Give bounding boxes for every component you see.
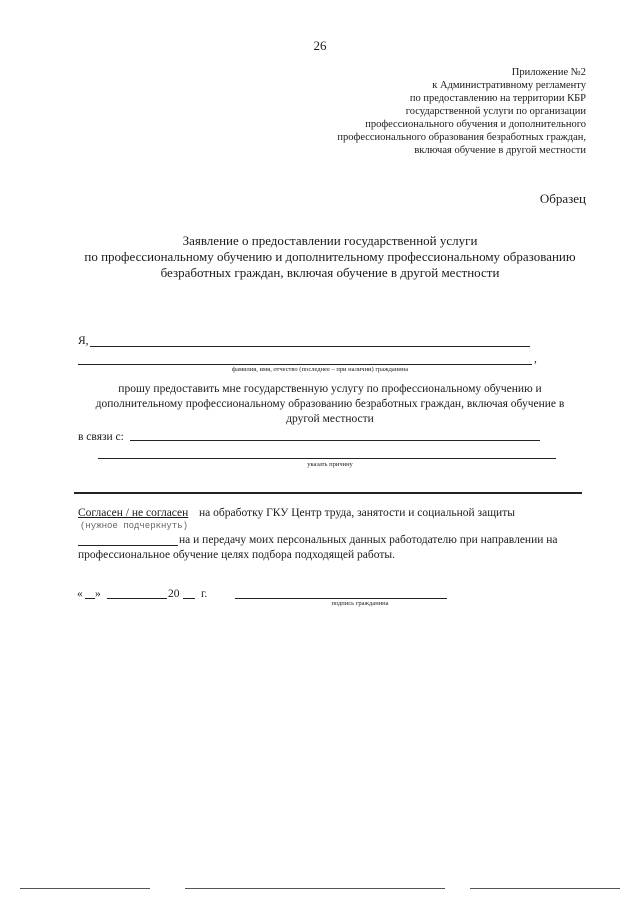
request-line: дополнительному профессиональному образованию безработных граждан, включая обучение в xyxy=(95,398,565,410)
date-year-suffix: г. xyxy=(201,588,208,600)
consent-hint: (нужное подчеркнуть) xyxy=(80,521,189,531)
date-day-line[interactable] xyxy=(85,598,95,599)
date-month-line[interactable] xyxy=(107,598,167,599)
date-year-line[interactable] xyxy=(183,598,195,599)
appendix-line: государственной услуги по организации xyxy=(405,106,586,117)
sample-label: Образец xyxy=(539,191,586,206)
date-open-quote: « xyxy=(77,588,83,600)
request-text xyxy=(60,382,600,427)
applicant-comma: , xyxy=(534,353,537,365)
signature-line[interactable] xyxy=(235,598,447,599)
reason-prefix: в связи с: xyxy=(78,431,124,443)
consent-text-1: на обработку ГКУ Центр труда, занятости и социальной защиты xyxy=(199,507,515,519)
title-line: безработных граждан, включая обучение в другой местности xyxy=(160,265,500,280)
consent-text-3: профессиональное обучение целях подбора подходящей работы. xyxy=(78,549,395,561)
request-line: другой местности xyxy=(286,413,374,425)
scan-dash xyxy=(20,888,150,889)
page-number: 26 xyxy=(313,38,327,53)
scan-dash xyxy=(185,888,445,889)
title-line: по профессиональному обучению и дополнительному профессиональному образованию xyxy=(84,249,576,264)
request-line: прошу предоставить мне государственную услугу по профессиональному обучению и xyxy=(118,383,542,395)
reason-line-2[interactable] xyxy=(98,458,556,459)
applicant-prefix: Я, xyxy=(78,335,89,347)
scan-edge-marks xyxy=(0,888,640,894)
appendix-line: по предоставлению на территории КБР xyxy=(409,93,586,104)
applicant-caption: фамилия, имя, отчество (последнее – при наличии) гражданина xyxy=(231,366,409,373)
consent-text-2: на и передачу моих персональных данных работодателю при направлении на xyxy=(179,534,558,546)
date-close-quote: » xyxy=(95,588,101,600)
applicant-name-line[interactable] xyxy=(90,346,530,347)
appendix-line: профессионального обучения и дополнительного xyxy=(365,119,586,130)
applicant-name-line-2[interactable] xyxy=(78,364,532,365)
date-year-prefix: 20 xyxy=(168,588,180,600)
appendix-header xyxy=(286,66,586,157)
section-divider xyxy=(74,492,582,494)
consent-blank-line[interactable] xyxy=(78,545,178,546)
reason-line[interactable] xyxy=(130,440,540,441)
document-title xyxy=(40,233,620,281)
appendix-line: к Административному регламенту xyxy=(432,80,586,91)
consent-choice[interactable]: Согласен / не согласен xyxy=(78,507,189,519)
appendix-line: Приложение №2 xyxy=(511,67,586,78)
appendix-line: включая обучение в другой местности xyxy=(414,145,586,156)
signature-caption: подпись гражданина xyxy=(331,600,389,607)
reason-caption: указать причину xyxy=(307,461,353,468)
title-line: Заявление о предоставлении государственной услуги xyxy=(182,233,478,248)
appendix-line: профессионального образования безработных граждан, xyxy=(337,132,586,143)
scan-dash xyxy=(470,888,620,889)
